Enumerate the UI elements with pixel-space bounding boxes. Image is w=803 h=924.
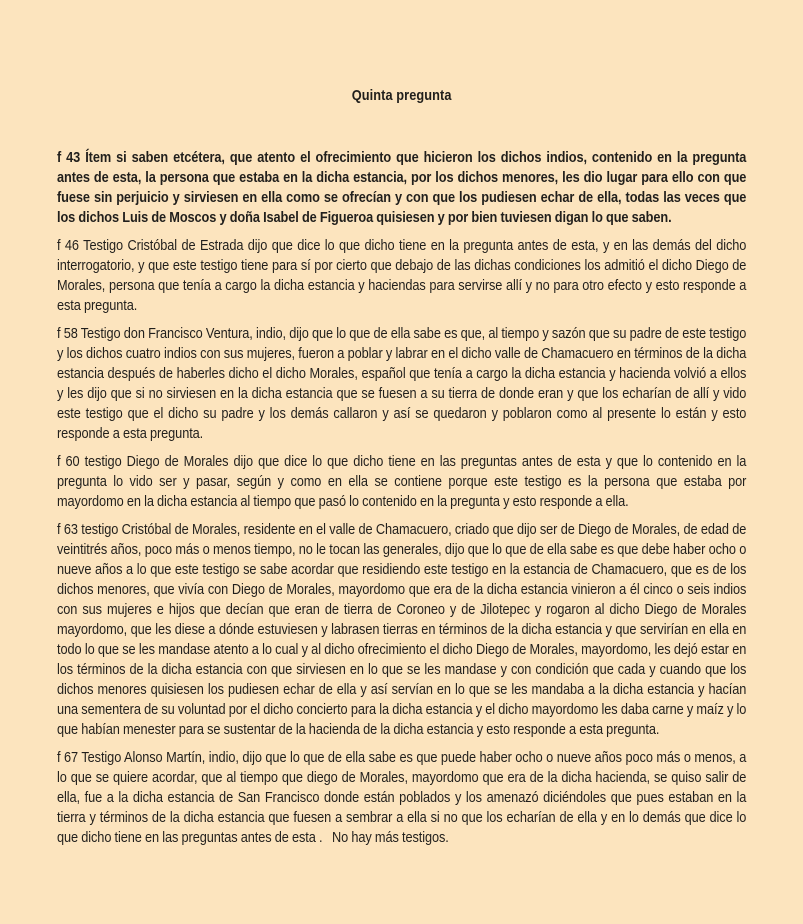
document-title: Quinta pregunta xyxy=(351,87,452,104)
paragraph-f60: f 60 testigo Diego de Morales dijo que dice lo que dicho tiene en las preguntas antes de esta y que lo contenido en la pregunta lo vido ser y pasar, según y como en ella se contiene porque este testigo es la persona que estaba por mayordomo en la dicha estancia al tiempo que pasó lo contenido en la pregunta y esto responde a ella. xyxy=(57,453,747,510)
paragraph-f58: f 58 Testigo don Francisco Ventura, indio, dijo que lo que de ella sabe es que, al tiempo y sazón que su padre de este testigo y los dichos cuatro indios con sus mujeres, fueron a poblar y labrar en el dicho valle de Chamacuero en términos de la dicha estancia después de haberles dicho el dicho Morales, español que tenía a cargo la dicha estancia y hacienda volvió a ellos y les dijo que si no sirviesen en la dicha estancia que se fuesen a su tierra de donde eran y que los echarían de allí y vido este testigo que el dicho su padre y los demás callaron y así se quedaron y poblaron como al presente lo están y esto responde a esta pregunta. xyxy=(57,325,747,442)
paragraph-f46: f 46 Testigo Cristóbal de Estrada dijo que dice lo que dicho tiene en la pregunta antes de esta, y en las demás del dicho interrogatorio, y que este testigo tiene para sí por cierto que debajo de las dichas condiciones los admitió el dicho Diego de Morales, persona que tenía a cargo la dicha estancia y haciendas para servirse allí y no para otro efecto y esto responde a esta pregunta. xyxy=(57,237,747,314)
paragraph-f63: f 63 testigo Cristóbal de Morales, residente en el valle de Chamacuero, criado que dijo ser de Diego de Morales, de edad de veintitrés años, poco más o menos tiempo, no le tocan las generales, dijo que lo que de ella sabe es que debe haber ocho o nueve años a lo que este testigo se sabe acordar que residiendo este testigo en la estancia de Chamacuero, que es de los dichos menores, que vivía con Diego de Morales, mayordomo que era de la dicha estancia vinieron a él cinco o seis indios con sus mujeres e hijos que decían que eran de tierra de Coroneo y de Jilotepec y rogaron al dicho Diego de Morales mayordomo, que les diese a dónde estuviesen y labrasen tierras en términos de la dicha estancia y que servirían en ella en todo lo que se les mandase atento a lo cual y al dicho ofrecimiento el dicho Diego de Morales, mayordomo, les dejó estar en los términos de la dicha estancia con que sirviesen en lo que se les mandase y con condición que cada y cuando que los dichos menores quisiesen los pudiesen echar de ella y así servían en lo que se les mandaba a la dicha estancia y hacían una sementera de su voluntad por el dicho concierto para la dicha estancia y el dicho mayordomo les daba carne y maíz y lo que habían menester para se sustentar de la hacienda de la dicha estancia y esto responde a esta pregunta. xyxy=(57,521,747,738)
document-content xyxy=(57,86,746,856)
paragraph-f43: f 43 Ítem si saben etcétera, que atento el ofrecimiento que hicieron los dichos indios, contenido en la pregunta antes de esta, la persona que estaba en la dicha estancia, por los dichos menores, les dio lugar para ello con que fuese sin perjuicio y sirviesen en ella como se ofrecían y con que los pudiesen echar de ella, todas las veces que los dichos Luis de Moscos y doña Isabel de Figueroa quisiesen y por bien tuviesen digan lo que saben. xyxy=(57,149,747,226)
paragraph-f67: f 67 Testigo Alonso Martín, indio, dijo que lo que de ella sabe es que puede haber ocho o nueve años poco más o menos, a lo que se quiere acordar, que al tiempo que diego de Morales, mayordomo que era de la dicha hacienda, se quiso salir de ella, fue a la dicha estancia de San Francisco donde están poblados y los amenazó diciéndoles que pues estaban en la tierra y términos de la dicha estancia que fuesen a sembrar a ella si no que los echarían de ella y en lo demás que dice lo que dicho tiene en las preguntas antes de esta . No hay más testigos. xyxy=(57,749,747,846)
